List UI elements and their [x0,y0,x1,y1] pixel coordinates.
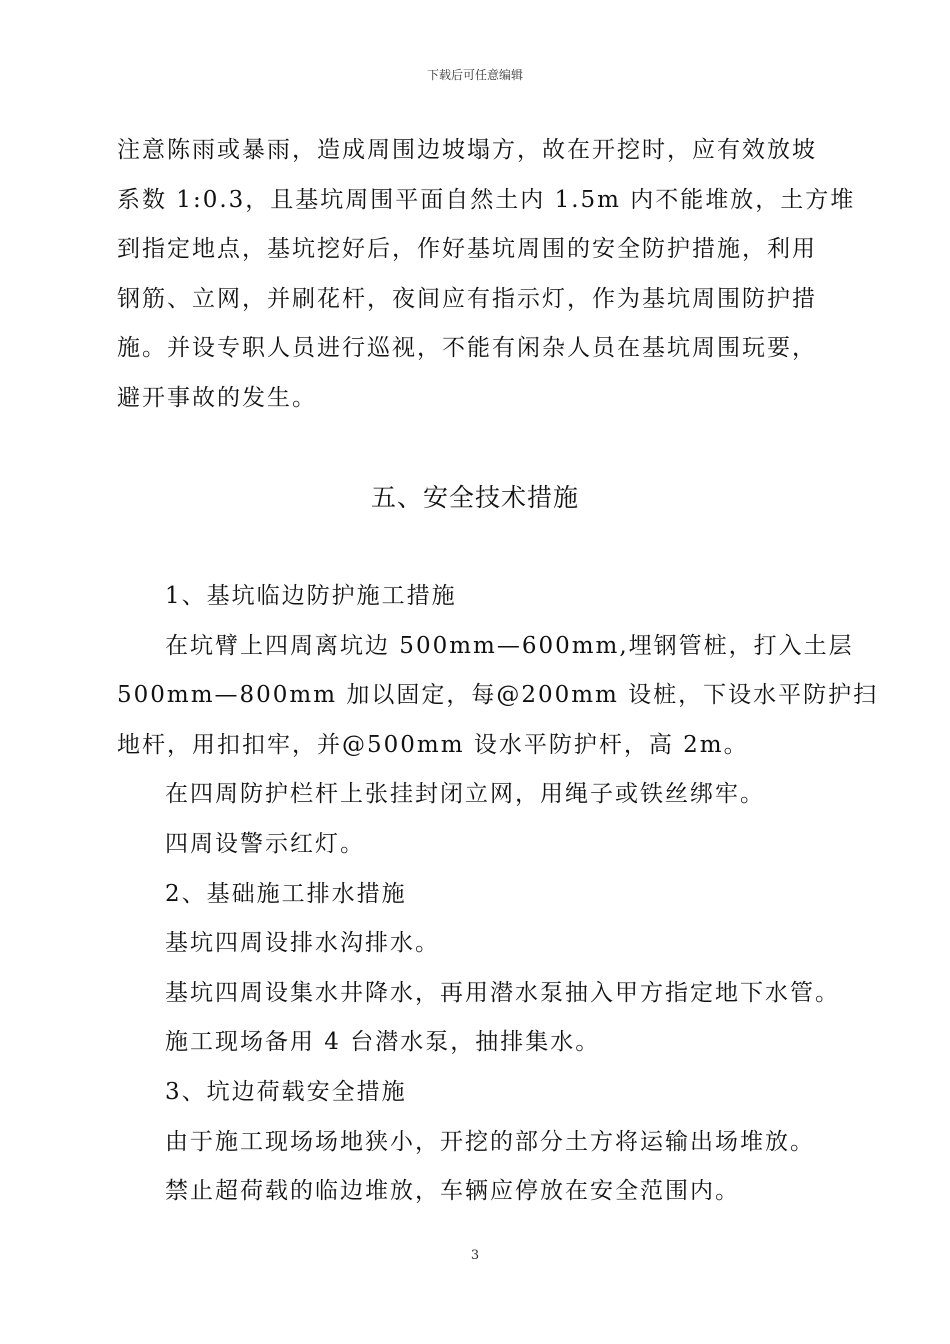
list-item: 在坑臂上四周离坑边 500mm—600mm,埋钢管桩，打入土层 [165,632,854,659]
intro-line: 到指定地点，基坑挖好后，作好基坑周围的安全防护措施，利用 [117,236,817,262]
intro-line: 钢筋、立网，并刷花杆，夜间应有指示灯，作为基坑周围防护措 [117,285,817,312]
list-item: 基坑四周设集水井降水，再用潜水泵抽入甲方指定地下水管。 [165,979,840,1006]
section-title: 五、安全技术措施 [370,483,579,512]
intro-line: 系数 1:0.3，且基坑周围平面自然土内 1.5m 内不能堆放，土方堆 [117,186,856,213]
page-header: 下载后可任意编辑 [426,68,523,82]
measures-list [117,572,879,1217]
list-item: 施工现场备用 4 台潜水泵，抽排集水。 [165,1029,601,1056]
intro-line: 避开事故的发生。 [117,384,317,411]
list-item: 禁止超荷载的临边堆放，车辆应停放在安全范围内。 [165,1178,740,1205]
page-number: 3 [470,1248,480,1263]
list-item: 地杆，用扣扣牢，并@500mm 设水平防护杆，高 2m。 [117,731,749,758]
intro-paragraph [117,126,857,423]
subsection-heading: 1、基坑临边防护施工措施 [165,583,457,609]
list-item: 500mm—800mm 加以固定，每@200mm 设桩，下设水平防护扫 [117,682,879,709]
intro-line: 注意陈雨或暴雨，造成周围边坡塌方，故在开挖时，应有效放坡 [117,137,817,163]
list-item: 在四周防护栏杆上张挂封闭立网，用绳子或铁丝绑牢。 [165,781,765,808]
list-item: 四周设警示红灯。 [165,830,365,857]
list-item: 基坑四周设排水沟排水。 [165,930,440,957]
intro-line: 施。并设专职人员进行巡视，不能有闲杂人员在基坑周围玩要， [117,335,817,361]
subsection-heading: 2、基础施工排水措施 [165,880,407,907]
subsection-heading: 3、坑边荷载安全措施 [165,1078,407,1105]
list-item: 由于施工现场场地狭小，开挖的部分土方将运输出场堆放。 [165,1128,815,1155]
